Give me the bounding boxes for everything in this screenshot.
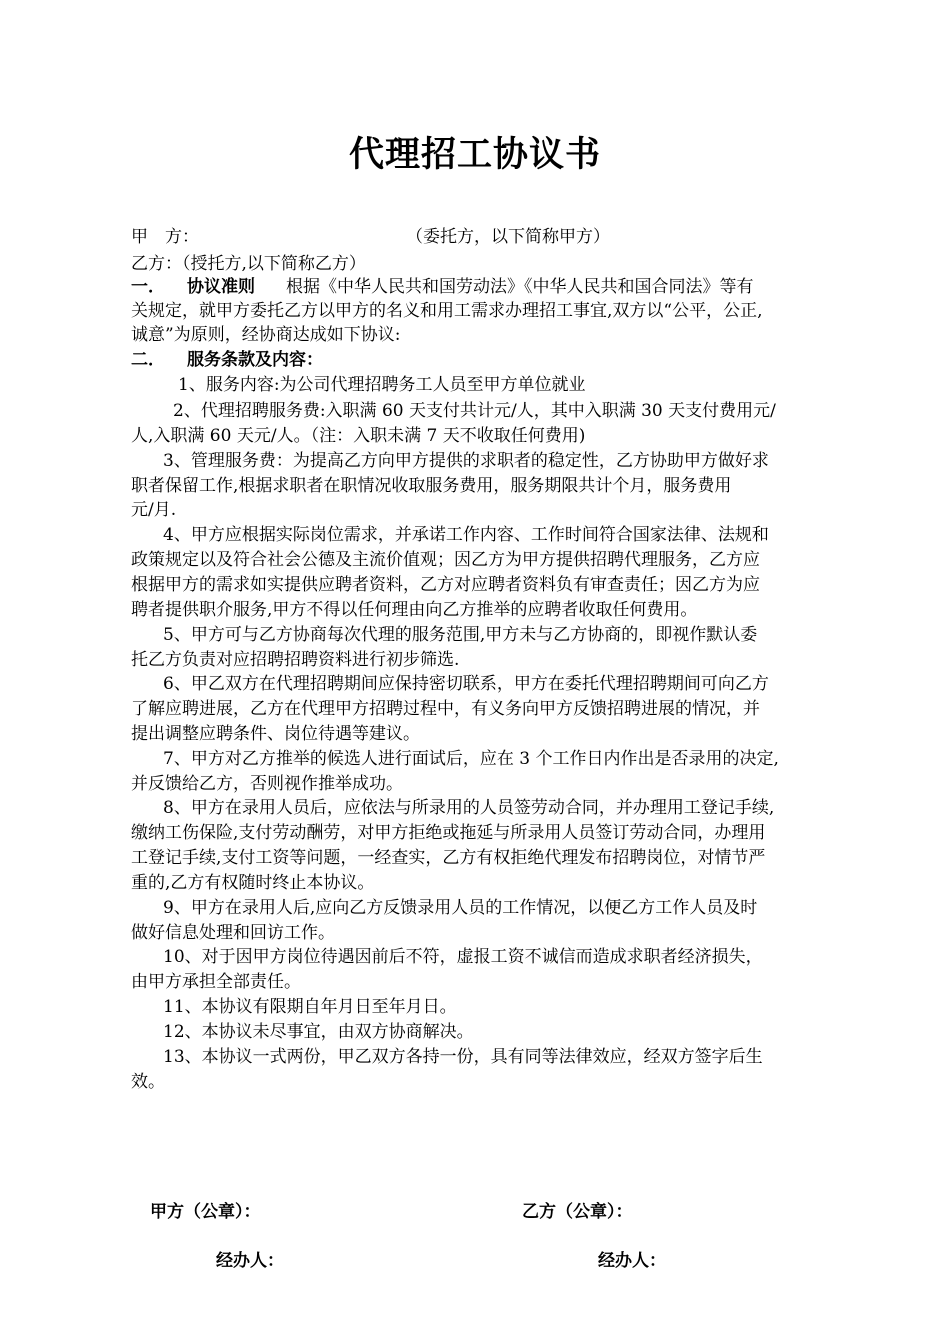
clause-5: 5、甲方可与乙方协商每次代理的服务范围,甲方未与乙方协商的，即视作默认委: [163, 625, 758, 645]
party-a-agent-label: 经办人：: [216, 1251, 284, 1271]
clause-2-cont: 人,入职满 60 天元/人。（注：入职未满 7 天不收取任何费用): [131, 426, 586, 446]
clause-11: 11、本协议有限期自年月日至年月日。: [163, 997, 457, 1017]
clause-1: 1、服务内容:为公司代理招聘务工人员至甲方单位就业: [178, 375, 586, 395]
section2-number: 二．: [131, 350, 165, 370]
clause-3: 3、管理服务费：为提高乙方向甲方提供的求职者的稳定性，乙方协助甲方做好求: [163, 451, 769, 471]
clause-10-cont: 由甲方承担全部责任。: [131, 972, 301, 992]
clause-8-cont: 工登记手续,支付工资等问题，一经查实，乙方有权拒绝代理发布招聘岗位，对情节严: [131, 848, 766, 868]
clause-4-cont: 根据甲方的需求如实提供应聘者资料，乙方对应聘者资料负有审查责任；因乙方为应: [131, 575, 760, 595]
clause-8-cont: 缴纳工伤保险,支付劳动酬劳，对甲方拒绝或拖延与所录用人员签订劳动合同，办理用: [131, 823, 766, 843]
clause-12: 12、本协议未尽事宜，由双方协商解决。: [163, 1022, 474, 1042]
clause-10: 10、对于因甲方岗位待遇因前后不符，虚报工资不诚信而造成求职者经济损失，: [163, 947, 763, 967]
party-a-note: （委托方，以下简称甲方）: [406, 227, 610, 247]
party-a-seal-label: 甲方（公章）：: [150, 1202, 261, 1222]
section1-text-line: 关规定，就甲方委托乙方以甲方的名义和用工需求办理招工事宜,双方以“公平，公正,: [131, 301, 763, 321]
clause-13: 13、本协议一式两份，甲乙双方各持一份，具有同等法律效应，经双方签字后生: [163, 1047, 763, 1067]
clause-5-cont: 托乙方负责对应招聘招聘资料进行初步筛选.: [131, 650, 460, 670]
clause-7-cont: 并反馈给乙方，否则视作推举成功。: [131, 774, 403, 794]
clause-9: 9、甲方在录用人后,应向乙方反馈录用人员的工作情况，以便乙方工作人员及时: [163, 898, 758, 918]
clause-3-cont: 职者保留工作,根据求职者在职情况收取服务费用，服务期限共计个月，服务费用: [131, 476, 732, 496]
section2-heading-line: [131, 348, 323, 372]
clause-4-cont: 政策规定以及符合社会公德及主流价值观；因乙方为甲方提供招聘代理服务，乙方应: [131, 550, 760, 570]
section1-text-line: 根据《中华人民共和国劳动法》《中华人民共和国合同法》等有: [286, 277, 754, 297]
clause-6-cont: 提出调整应聘条件、岗位待遇等建议。: [131, 724, 420, 744]
party-b-agent-label: 经办人：: [598, 1251, 666, 1271]
party-b-line: 乙方：（授托方,以下简称乙方）: [131, 254, 366, 274]
clause-7: 7、甲方对乙方推举的候选人进行面试后，应在 3 个工作日内作出是否录用的决定,: [163, 749, 779, 769]
document-title: 代理招工协议书: [348, 135, 601, 175]
party-a-label: 甲 方：: [131, 227, 199, 247]
section2-heading: 服务条款及内容：: [187, 350, 323, 370]
clause-3-cont: 元/月.: [131, 500, 177, 520]
clause-4: 4、甲方应根据实际岗位需求，并承诺工作内容、工作时间符合国家法律、法规和: [163, 525, 769, 545]
clause-8-cont: 重的,乙方有权随时终止本协议。: [131, 873, 375, 893]
party-b-seal-label: 乙方（公章）：: [522, 1202, 633, 1222]
clause-6-cont: 了解应聘进展，乙方在代理甲方招聘过程中，有义务向甲方反馈招聘进展的情况，并: [131, 699, 760, 719]
section1-number: 一．: [131, 277, 165, 297]
section1-heading: 协议准则: [187, 277, 255, 297]
clause-4-cont: 聘者提供职介服务,甲方不得以任何理由向乙方推举的应聘者收取任何费用。: [131, 600, 698, 620]
clause-2: 2、代理招聘服务费:入职满 60 天支付共计元/人，其中入职满 30 天支付费用元/: [173, 401, 776, 421]
party-a-line: [131, 225, 610, 249]
section1-text-line: 诚意”为原则，经协商达成如下协议:: [131, 325, 401, 345]
clause-13-cont: 效。: [131, 1072, 165, 1092]
clause-8: 8、甲方在录用人员后，应依法与所录用的人员签劳动合同，并办理用工登记手续,: [163, 798, 775, 818]
section1-first-line: [131, 275, 754, 299]
clause-6: 6、甲乙双方在代理招聘期间应保持密切联系，甲方在委托代理招聘期间可向乙方: [163, 674, 769, 694]
clause-9-cont: 做好信息处理和回访工作。: [131, 923, 335, 943]
